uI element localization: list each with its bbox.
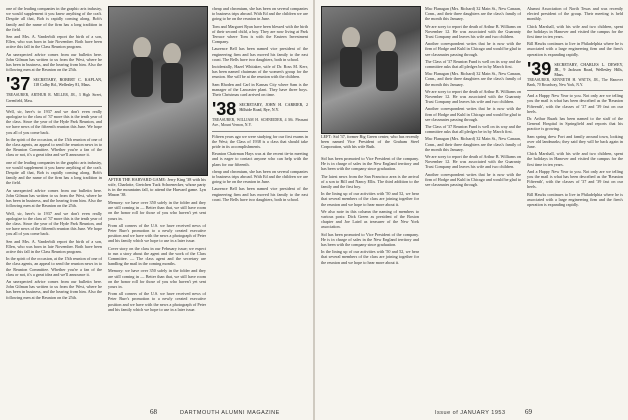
class-heading-38 [212, 99, 308, 120]
class-treasurer: TREASURER, KENNETH H. WATTS, JR., The Hanover Bank, 70 Broadway, New York, N.Y. [527, 77, 623, 88]
photo-sid-and-wife [321, 6, 421, 134]
paragraph: Sid has been promoted to Vice President of the company. He is in charge of sales in the New England territory and has been with the company since graduation. [321, 156, 419, 172]
paragraph: The Class of '37 Reunion Fund is well on its way and the committee asks that all pledges be in by March first. [425, 58, 521, 70]
paragraph: Bill Hawks continues to live in Philadelphia where he is associated with a large engineering firm and the firm's operation is expanding rapidly. [527, 191, 623, 208]
photo-caption: AFTER THE HARVARD GAME: Jerry King '38 with his wife, Charlotte, Gretchen Tuck Schoenecker, whose party is in the mountains fall, to attend the Harvard game. Lyn Mason '38. [108, 177, 206, 197]
divider [6, 106, 102, 107]
paragraph: Dr. Arthur Ruark has been named to the staff of the General Hospital in Springfield and reports that his practice is growing. [527, 116, 623, 132]
paragraph: Reunion Chairman Hays was at the recent tie-in meeting and is eager to contact anyone who can help with the plans for our fifteenth. [212, 151, 308, 167]
paragraph: And a Happy New Year to you. Not only are we telling you the mail is what has been described as the 'Reunion Fifteenth', with the classes of '37 and '39 fast on our heels. [527, 93, 623, 114]
class-year: '37 [6, 74, 31, 95]
paragraph: Sen and Mrs. A. Vanderbilt report the birth of a son, Ellen, who was born in late November. Both have been active this fall in the Class Reunion program. [6, 238, 102, 254]
photo-caption: LEFT: Sid '37, former Big Green center, who has recently been named Vice President of the Graham Steel Corporation, with his wife Ruth. [321, 134, 419, 149]
paragraph: The latest news from the San Francisco area is the arrival of a son to Bill and Nancy Ellis. The third addition to the family and the first boy. [321, 173, 419, 190]
paragraph: Laurence Bell has been named vice president of the engineering firm and has moved his family to the east coast. The Bells have two daughters, both in school. [212, 46, 308, 62]
paragraph: Another correspondent writes that he is now with the firm of Hodge and Kuhl in Chicago and would be glad to see classmates passing through. [425, 41, 521, 57]
class-secretary: SECRETARY, JOHN H. CARRIER, 2 Hillside Road, Rye, N.Y. [239, 102, 308, 113]
class-heading-39 [527, 60, 623, 77]
paragraph: Well, sir, here's to 1937 and we don't even really apologize to the class of '37 more this is the tenth year of the class. Since the year of the Hyde Park Reunion, and we have news of the fifteenth reunion this June. We hope you all of you come back. [6, 210, 102, 237]
page-number: 69 [525, 408, 532, 416]
left-column-3 [212, 6, 308, 401]
paragraph: From all corners of the U.S. we have received news of Peter Burr's promotion to a newly created executive position and we have with the news a photograph of Peter and his family which we hope to use in a later issue. [108, 222, 206, 244]
class-secretary: SECRETARY, ROBERT C. KAPLAN, 118 Colby Rd., Wellesley 81, Mass. [33, 77, 102, 88]
paragraph: An unexpected advice comes from our bulletin here. John Gilman has written to us from the West, where he has been in business, and the hearing from him. Also the following men at the Reunion on the 25th. [6, 51, 102, 73]
divider [212, 131, 308, 132]
paragraph: Fifteen years ago we were studying for our first exams in the West; the Class of 1938 is a class that should take pride in its accomplishments. [212, 133, 308, 150]
running-footer: DARTMOUTH ALUMNI MAGAZINE [180, 410, 280, 416]
paragraph: Chick Marshall, with his wife and two children, spent the holidays in Hanover and visited the campus for the first time in ten years. [527, 151, 623, 167]
paragraph: Cover story on the class in our February issue; we expect to run a story about the agent and the work of the Class Committee. — The class agent and the secretary are handling the mail in the coming months. [108, 245, 206, 267]
paragraph: Sid has been promoted to Vice President of the company. He is in charge of sales in the New England territory and has been with the company since graduation. [321, 231, 419, 248]
paragraph: In the lining up of our activities with '50 and 52, we hear that several members of the class are joining together for the reunion and we hope to hear more about it. [321, 191, 419, 207]
paragraph: Tom and Margaret Ryan have been blessed with the birth of their second child, a boy. They are now living at Park Terrace where Tom is with the Eastern Investment Company. [212, 23, 308, 45]
paragraph: one of the leading companies in the graphic arts industry, we would supplement it you knew anything of the craft. Despite all that, Bob is rapidly coming along. Bob's family and the name of the firm has a long tradition in the field. [6, 6, 102, 32]
paragraph: Well, sir, here's to 1937 and we don't even really apologize to the class of '37 more this is the tenth year of the class. Since the year of the Hyde Park Reunion, and we have news of the fifteenth reunion this June. We hope you all of you come back. [6, 108, 102, 135]
right-column-1 [321, 156, 419, 401]
paragraph: Another correspondent writes that he is now with the firm of Hodge and Kuhl in Chicago and would be glad to see classmates passing through. [425, 171, 521, 188]
paragraph: Sam spring drew Fort and family around town, looking over old landmarks; they said they will be back again in June. [527, 133, 623, 150]
paragraph: In the spirit of the occasion, at the 15th reunion of one of the class agents, an appeal to send the reunion news in to the Reunion Committee. Whether you're a fan of the class or not, it's a great idea and we'll announce it. [6, 136, 102, 158]
paragraph: Bill Hawks continues to live in Philadelphia where he is associated with a large engineering firm and the firm's operation is expanding rapidly. [527, 41, 623, 57]
left-column-2 [108, 200, 206, 400]
paragraph: In the spirit of the occasion, at the 15th reunion of one of the class agents, an appeal to send the reunion news in to the Reunion Committee. Whether you're a fan of the class or not, it's a great idea and we'll announce it. [6, 256, 102, 277]
paragraph: We are sorry to report the death of Arthur B. Williams on November 12. He was associated with the Guaranty Trust Company and leaves his wife and two children. [425, 88, 521, 105]
paragraph: Mac Flanagan (Mrs. Richard) 32 Main St., New Canaan, Conn., and their three daughters are the class's family of the month this January. [425, 136, 521, 152]
paragraph: Memory: we have over 350 safely in the folder and they are still coming in — Better than that, we still have room on the honor roll for those of you who haven't yet sent yours in. [108, 200, 206, 221]
paragraph: The Class of '37 Reunion Fund is well on its way and the committee asks that all pledges be in by March first. [425, 124, 521, 135]
right-page [315, 0, 628, 420]
paragraph: Sen and Mrs. A. Vanderbilt report the birth of a son, Ellen, who was born in late November. Both have been active this fall in the Class Reunion program. [6, 34, 102, 50]
class-secretary: SECRETARY, CHARLES L. DEWEY, JR., 9 Jackson Road, Wellesley Hills, Mass. [554, 61, 623, 77]
divider [527, 90, 623, 91]
paragraph: Mac Flanagan (Mrs. Richard) 32 Main St., New Canaan, Conn., and their three daughters are the class's family of the month this January. [425, 71, 521, 87]
page-number: 68 [150, 408, 157, 416]
paragraph: In the lining up of our activities with '50 and 52, we hear that several members of the class are joining together for the reunion and we hope to hear more about it. [321, 249, 419, 265]
right-column-2 [425, 6, 521, 401]
right-column-3 [527, 6, 623, 401]
running-footer: Issue of JANUARY 1953 [435, 410, 506, 416]
paragraph: Sam Rhoden and Carl in Kansas City where Sam is the manager of the Lancaster plant. They have three boys. Their Christmas card arrived on time. [212, 81, 308, 98]
paragraph: cheap and chromium, she has been on several companies to business trips abroad. With Ed and the children we are going to be on the reunion in June. [212, 6, 308, 22]
paragraph: An unexpected advice comes from our bulletin here. John Gilman has written to us from the West, where he has been in business, and the hearing from him. Also the following men at the Reunion on the 25th. [6, 187, 102, 209]
left-page [0, 0, 313, 420]
paragraph: cheap and chromium, she has been on several companies to business trips abroad. With Ed and the children we are going to be on the reunion in June. [212, 168, 308, 185]
class-year: '38 [212, 99, 237, 120]
paragraph: Laurence Bell has been named vice president of the engineering firm and has moved his family to the east coast. The Bells have two daughters, both in school. [212, 186, 308, 202]
paragraph: one of the leading companies in the graphic arts industry, we would supplement it you knew anything of the craft. Despite all that, Bob is rapidly coming along. Bob's family and the name of the firm has a long tradition in the field. [6, 159, 102, 186]
class-heading-37 [6, 74, 102, 95]
left-column-1 [6, 6, 102, 401]
class-treasurer: TREASURER, ARTHUR R. MILLER, JR., 3 High Street, Greenfield, Mass. [6, 93, 102, 103]
paragraph: Alumni Association of North Texas and was recently elected president of the group. Their meeting is held monthly. [527, 6, 623, 22]
photo-harvard-game [108, 6, 208, 176]
paragraph: We are sorry to report the death of Arthur B. Williams on November 12. He was associated with the Guaranty Trust Company and leaves his wife and two children. [425, 154, 521, 170]
paragraph: Another correspondent writes that he is now with the firm of Hodge and Kuhl in Chicago and would be glad to see classmates passing through. [425, 106, 521, 122]
class-treasurer: TREASURER, WILLIAM H. SCHNEIDER, 4 Mt. Pleasant Ave., Mount Vernon, N.Y. [212, 118, 308, 128]
paragraph: And a Happy New Year to you. Not only are we telling you the mail is what has been described as the 'Reunion Fifteenth', with the classes of '37 and '39 fast on our heels. [527, 168, 623, 190]
paragraph: Chick Marshall, with his wife and two children, spent the holidays in Hanover and visited the campus for the first time in ten years. [527, 23, 623, 40]
paragraph: We also note in this column the naming of members to various posts: Dick Green as president of the Boston chapter and Joe Laird as treasurer of the New York association. [321, 208, 419, 230]
paragraph: An unexpected advice comes from our bulletin here. John Gilman has written to us from the West, where he has been in business, and the hearing from him. Also the following men at the Reunion on the 25th. [6, 278, 102, 300]
paragraph: Incidentally, Hazel Whitaker, wife of Dr. Ross M. Kerr, has been named chairman of the women's group for the reunion. She will be at the reunion with the children. [212, 64, 308, 80]
paragraph: Mac Flanagan (Mrs. Richard) 32 Main St., New Canaan, Conn., and their three daughters are the class's family of the month this January. [425, 6, 521, 22]
paragraph: From all corners of the U.S. we have received news of Peter Burr's promotion to a newly created executive position and we have with the news a photograph of Peter and his family which we hope to use in a later issue. [108, 291, 206, 312]
class-year: '39 [527, 58, 552, 79]
paragraph: Memory: we have over 350 safely in the folder and they are still coming in — Better than that, we still have room on the honor roll for those of you who haven't yet sent yours in. [108, 268, 206, 290]
paragraph: We are sorry to report the death of Arthur B. Williams on November 12. He was associated with the Guaranty Trust Company and leaves his wife and two children. [425, 23, 521, 40]
